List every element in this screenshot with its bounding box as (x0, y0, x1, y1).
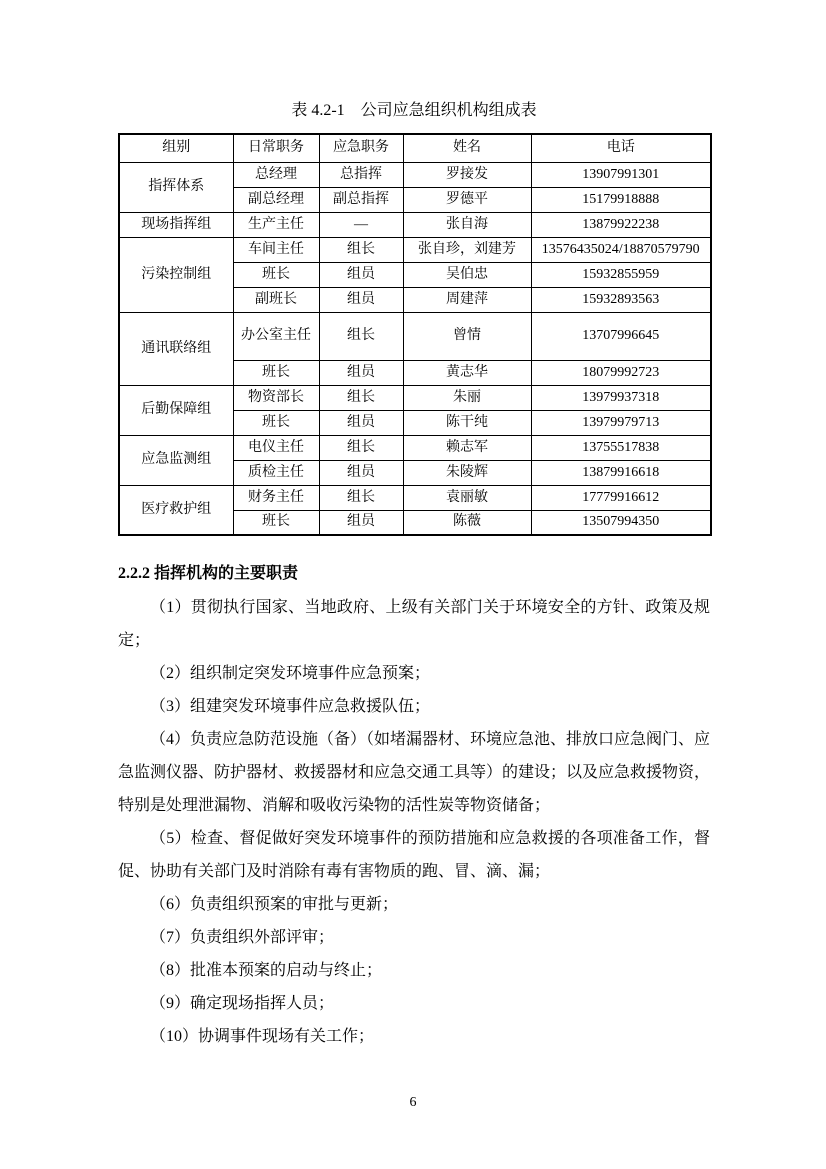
duty-item-6: （6）负责组织预案的审批与更新； (150, 896, 399, 913)
cell-person-name: 朱陵辉 (403, 460, 531, 485)
cell-emergency-role: 副总指挥 (319, 187, 403, 212)
cell-daily-role: 质检主任 (233, 460, 319, 485)
table-row (119, 237, 711, 262)
cell-group: 医疗救护组 (119, 485, 233, 535)
cell-group: 应急监测组 (119, 435, 233, 485)
cell-person-name: 罗接发 (403, 162, 531, 187)
cell-group: 污染控制组 (119, 237, 233, 312)
cell-emergency-role: 组员 (319, 460, 403, 485)
table-row (119, 162, 711, 187)
cell-daily-role: 生产主任 (233, 212, 319, 237)
page-content (118, 100, 710, 1053)
table-row (119, 385, 711, 410)
cell-phone: 13879916618 (531, 460, 711, 485)
header-daily-role: 日常职务 (233, 134, 319, 162)
cell-person-name: 周建萍 (403, 287, 531, 312)
header-person-name: 姓名 (403, 134, 531, 162)
table-caption: 表 4.2-1 公司应急组织机构组成表 (291, 102, 537, 119)
cell-daily-role: 班长 (233, 510, 319, 535)
cell-phone: 18079992723 (531, 360, 711, 385)
cell-emergency-role: 组员 (319, 360, 403, 385)
cell-daily-role: 物资部长 (233, 385, 319, 410)
section-heading: 2.2.2 指挥机构的主要职责 (118, 565, 299, 582)
cell-emergency-role: 组长 (319, 237, 403, 262)
cell-person-name: 吴伯忠 (403, 262, 531, 287)
cell-person-name: 曾情 (403, 312, 531, 360)
cell-daily-role: 车间主任 (233, 237, 319, 262)
duty-item-8: （8）批准本预案的启动与终止； (150, 962, 383, 979)
cell-emergency-role: — (319, 212, 403, 237)
cell-group: 后勤保障组 (119, 385, 233, 435)
duty-item-1: （1）贯彻执行国家、当地政府、上级有关部门关于环境安全的方针、政策及规定； (118, 599, 710, 649)
cell-emergency-role: 组员 (319, 287, 403, 312)
cell-emergency-role: 组员 (319, 510, 403, 535)
cell-person-name: 陈干纯 (403, 410, 531, 435)
cell-emergency-role: 组长 (319, 312, 403, 360)
cell-daily-role: 总经理 (233, 162, 319, 187)
cell-daily-role: 班长 (233, 410, 319, 435)
cell-daily-role: 财务主任 (233, 485, 319, 510)
table-row (119, 312, 711, 360)
duty-item-2: （2）组织制定突发环境事件应急预案； (150, 665, 431, 682)
cell-group: 通讯联络组 (119, 312, 233, 385)
table-row (119, 485, 711, 510)
cell-phone: 13979937318 (531, 385, 711, 410)
cell-person-name: 朱丽 (403, 385, 531, 410)
cell-group: 现场指挥组 (119, 212, 233, 237)
cell-emergency-role: 组长 (319, 435, 403, 460)
cell-daily-role: 副总经理 (233, 187, 319, 212)
cell-phone: 13755517838 (531, 435, 711, 460)
duty-item-4: （4）负责应急防范设施（备）（如堵漏器材、环境应急池、排放口应急阀门、应急监测仪器、防护器材、救援器材和应急交通工具等）的建设；以及应急救援物资，特别是处理泄漏物、消解和吸收污染物的活性炭等物资储备； (118, 731, 711, 814)
cell-phone: 17779916612 (531, 485, 711, 510)
emergency-org-table (118, 133, 712, 536)
cell-emergency-role: 组长 (319, 385, 403, 410)
cell-emergency-role: 组员 (319, 410, 403, 435)
duty-item-3: （3）组建突发环境事件应急救援队伍； (150, 698, 431, 715)
header-emergency-role: 应急职务 (319, 134, 403, 162)
table-row (119, 212, 711, 237)
cell-group: 指挥体系 (119, 162, 233, 212)
table-row (119, 435, 711, 460)
cell-phone: 15932893563 (531, 287, 711, 312)
table-header-row (119, 134, 711, 162)
cell-person-name: 陈薇 (403, 510, 531, 535)
cell-person-name: 黄志华 (403, 360, 531, 385)
duty-item-10: （10）协调事件现场有关工作； (150, 1028, 375, 1045)
cell-emergency-role: 组员 (319, 262, 403, 287)
header-group: 组别 (119, 134, 233, 162)
duty-item-7: （7）负责组织外部评审； (150, 929, 335, 946)
cell-daily-role: 副班长 (233, 287, 319, 312)
cell-phone: 15932855959 (531, 262, 711, 287)
cell-phone: 13979979713 (531, 410, 711, 435)
cell-phone: 13507994350 (531, 510, 711, 535)
header-phone: 电话 (531, 134, 711, 162)
cell-person-name: 张自珍，刘建芳 (403, 237, 531, 262)
cell-phone: 13907991301 (531, 162, 711, 187)
cell-person-name: 袁丽敏 (403, 485, 531, 510)
page-number: 6 (409, 1095, 417, 1110)
cell-emergency-role: 组长 (319, 485, 403, 510)
cell-person-name: 赖志军 (403, 435, 531, 460)
duty-item-9: （9）确定现场指挥人员； (150, 995, 335, 1012)
cell-phone: 13576435024/18870579790 (531, 237, 711, 262)
duty-item-5: （5）检查、督促做好突发环境事件的预防措施和应急救援的各项准备工作，督促、协助有关部门及时消除有毒有害物质的跑、冒、滴、漏； (118, 830, 710, 880)
cell-phone: 13879922238 (531, 212, 711, 237)
cell-person-name: 罗德平 (403, 187, 531, 212)
cell-phone: 15179918888 (531, 187, 711, 212)
cell-daily-role: 班长 (233, 262, 319, 287)
cell-person-name: 张自海 (403, 212, 531, 237)
cell-daily-role: 班长 (233, 360, 319, 385)
cell-emergency-role: 总指挥 (319, 162, 403, 187)
cell-phone: 13707996645 (531, 312, 711, 360)
cell-daily-role: 办公室主任 (233, 312, 319, 360)
cell-daily-role: 电仪主任 (233, 435, 319, 460)
